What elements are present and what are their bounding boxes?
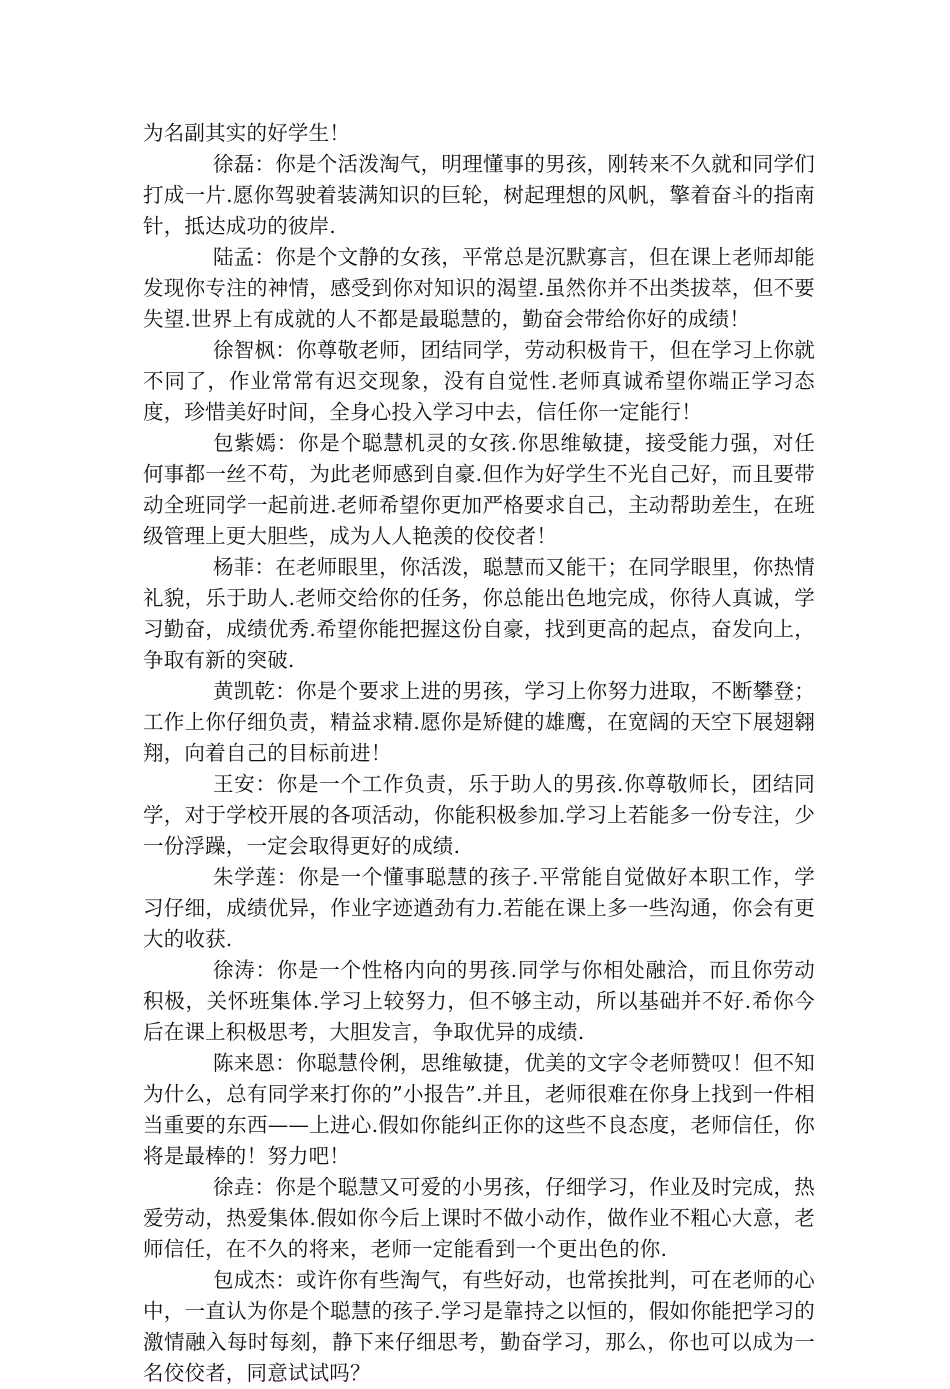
paragraph-yang-fei: 杨菲：在老师眼里，你活泼，聪慧而又能干；在同学眼里，你热情礼貌，乐于助人.老师交给你的任务，你总能出色地完成，你待人真诚，学习勤奋，成绩优秀.希望你能把握这份自豪，找到更高的起点，奋发向上，争取有新的突破.: [143, 555, 815, 672]
paragraph-bao-ziyan: 包紫嫣：你是个聪慧机灵的女孩.你思维敏捷，接受能力强，对任何事都一丝不苟，为此老师感到自豪.但作为好学生不光自己好，而且要带动全班同学一起前进.老师希望你更加严格要求自己，主动帮助差生，在班级管理上更大胆些，成为人人艳羡的佼佼者！: [143, 431, 815, 548]
paragraph-xu-lei: 徐磊：你是个活泼淘气，明理懂事的男孩，刚转来不久就和同学们打成一片.愿你驾驶着装满知识的巨轮，树起理想的风帆，擎着奋斗的指南针，抵达成功的彼岸.: [143, 152, 815, 238]
paragraph-zhu-xuelian: 朱学莲：你是一个懂事聪慧的孩子.平常能自觉做好本职工作，学习仔细，成绩优异，作业字迹遒劲有力.若能在课上多一些沟通，你会有更大的收获.: [143, 865, 815, 951]
paragraph-xu-yao: 徐垚：你是个聪慧又可爱的小男孩，仔细学习，作业及时完成，热爱劳动，热爱集体.假如你今后上课时不做小动作，做作业不粗心大意，老师信任，在不久的将来，老师一定能看到一个更出色的你.: [143, 1175, 815, 1261]
paragraph-huang-kaiqian: 黄凯乾：你是个要求上进的男孩，学习上你努力进取，不断攀登；工作上你仔细负责，精益求精.愿你是矫健的雄鹰，在宽阔的天空下展翅翱翔，向着自己的目标前进！: [143, 679, 815, 765]
paragraph-continuation: 为名副其实的好学生！: [143, 121, 350, 145]
paragraph-chen-laien: 陈来恩：你聪慧伶俐，思维敏捷，优美的文字令老师赞叹！但不知为什么，总有同学来打你的”小报告”.并且，老师很难在你身上找到一件相当重要的东西——上进心.假如你能纠正你的这些不良态度，老师信任，你将是最棒的！努力吧！: [143, 1051, 815, 1168]
paragraph-wang-an: 王安：你是一个工作负责，乐于助人的男孩.你尊敬师长，团结同学，对于学校开展的各项活动，你能积极参加.学习上若能多一份专注，少一份浮躁，一定会取得更好的成绩.: [143, 772, 815, 858]
document-body: [143, 118, 815, 1389]
paragraph-xu-zhifeng: 徐智枫：你尊敬老师，团结同学，劳动积极肯干，但在学习上你就不同了，作业常常有迟交现象，没有自觉性.老师真诚希望你端正学习态度，珍惜美好时间，全身心投入学习中去，信任你一定能行！: [143, 338, 815, 424]
paragraph-bao-chengjie: 包成杰：或许你有些淘气，有些好动，也常挨批判，可在老师的心中，一直认为你是个聪慧的孩子.学习是靠持之以恒的，假如你能把学习的激情融入每时每刻，静下来仔细思考，勤奋学习，那么，你也可以成为一名佼佼者，同意试试吗？: [143, 1268, 815, 1385]
paragraph-lu-meng: 陆孟：你是个文静的女孩，平常总是沉默寡言，但在课上老师却能发现你专注的神情，感受到你对知识的渴望.虽然你并不出类拔萃，但不要失望.世界上有成就的人不都是最聪慧的，勤奋会带给你好的成绩！: [143, 245, 815, 331]
paragraph-xu-tao: 徐涛：你是一个性格内向的男孩.同学与你相处融洽，而且你劳动积极，关怀班集体.学习上较努力，但不够主动，所以基础并不好.希你今后在课上积极思考，大胆发言，争取优异的成绩.: [143, 958, 815, 1044]
